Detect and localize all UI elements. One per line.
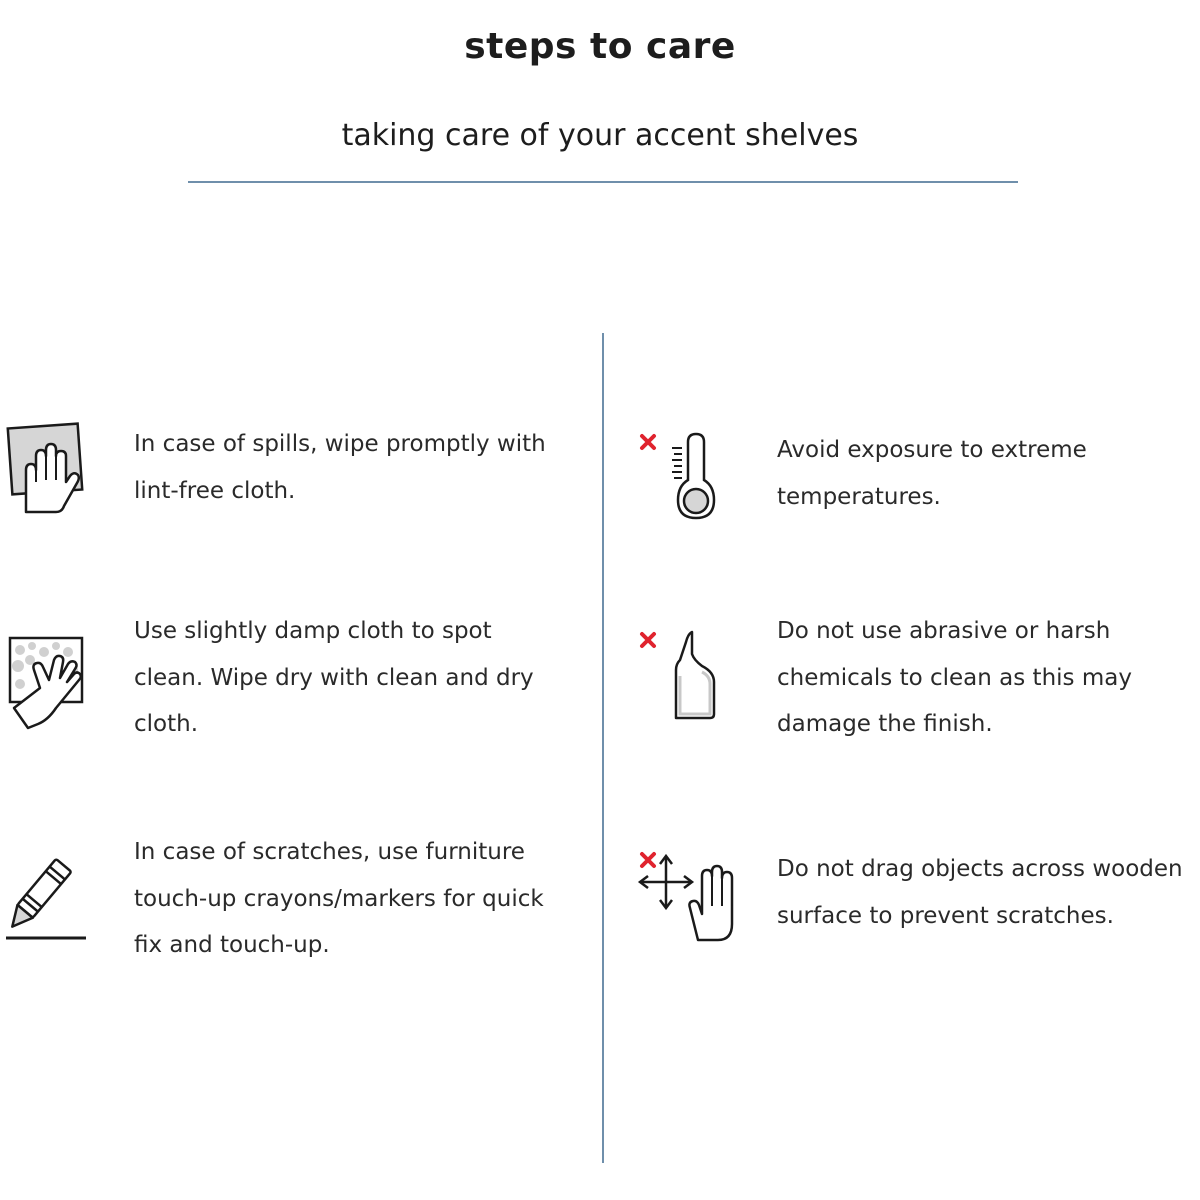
header-divider bbox=[188, 181, 1018, 183]
care-step-text: In case of scratches, use furniture touch-up crayons/markers for quick fix and touch-up. bbox=[134, 839, 544, 958]
hand-wipe-cloth-icon bbox=[4, 420, 100, 530]
chemical-bottle-no-icon bbox=[636, 626, 732, 736]
crayon-marker-icon bbox=[2, 852, 98, 962]
care-step-text: Use slightly damp cloth to spot clean. Wipe dry with clean and dry cloth. bbox=[134, 618, 534, 737]
column-divider bbox=[602, 333, 604, 1163]
page-title: steps to care bbox=[464, 26, 736, 67]
page-subtitle: taking care of your accent shelves bbox=[341, 118, 859, 153]
care-step-text: Do not drag objects across wooden surface to prevent scratches. bbox=[777, 856, 1183, 929]
care-step-text: Do not use abrasive or harsh chemicals to clean as this may damage the finish. bbox=[777, 618, 1132, 737]
no-drag-hand-icon bbox=[636, 848, 732, 958]
damp-cloth-hand-icon bbox=[4, 630, 100, 740]
thermometer-no-icon bbox=[636, 428, 732, 538]
care-step-text: Avoid exposure to extreme temperatures. bbox=[777, 437, 1087, 510]
care-step-text: In case of spills, wipe promptly with lint-free cloth. bbox=[134, 431, 546, 504]
